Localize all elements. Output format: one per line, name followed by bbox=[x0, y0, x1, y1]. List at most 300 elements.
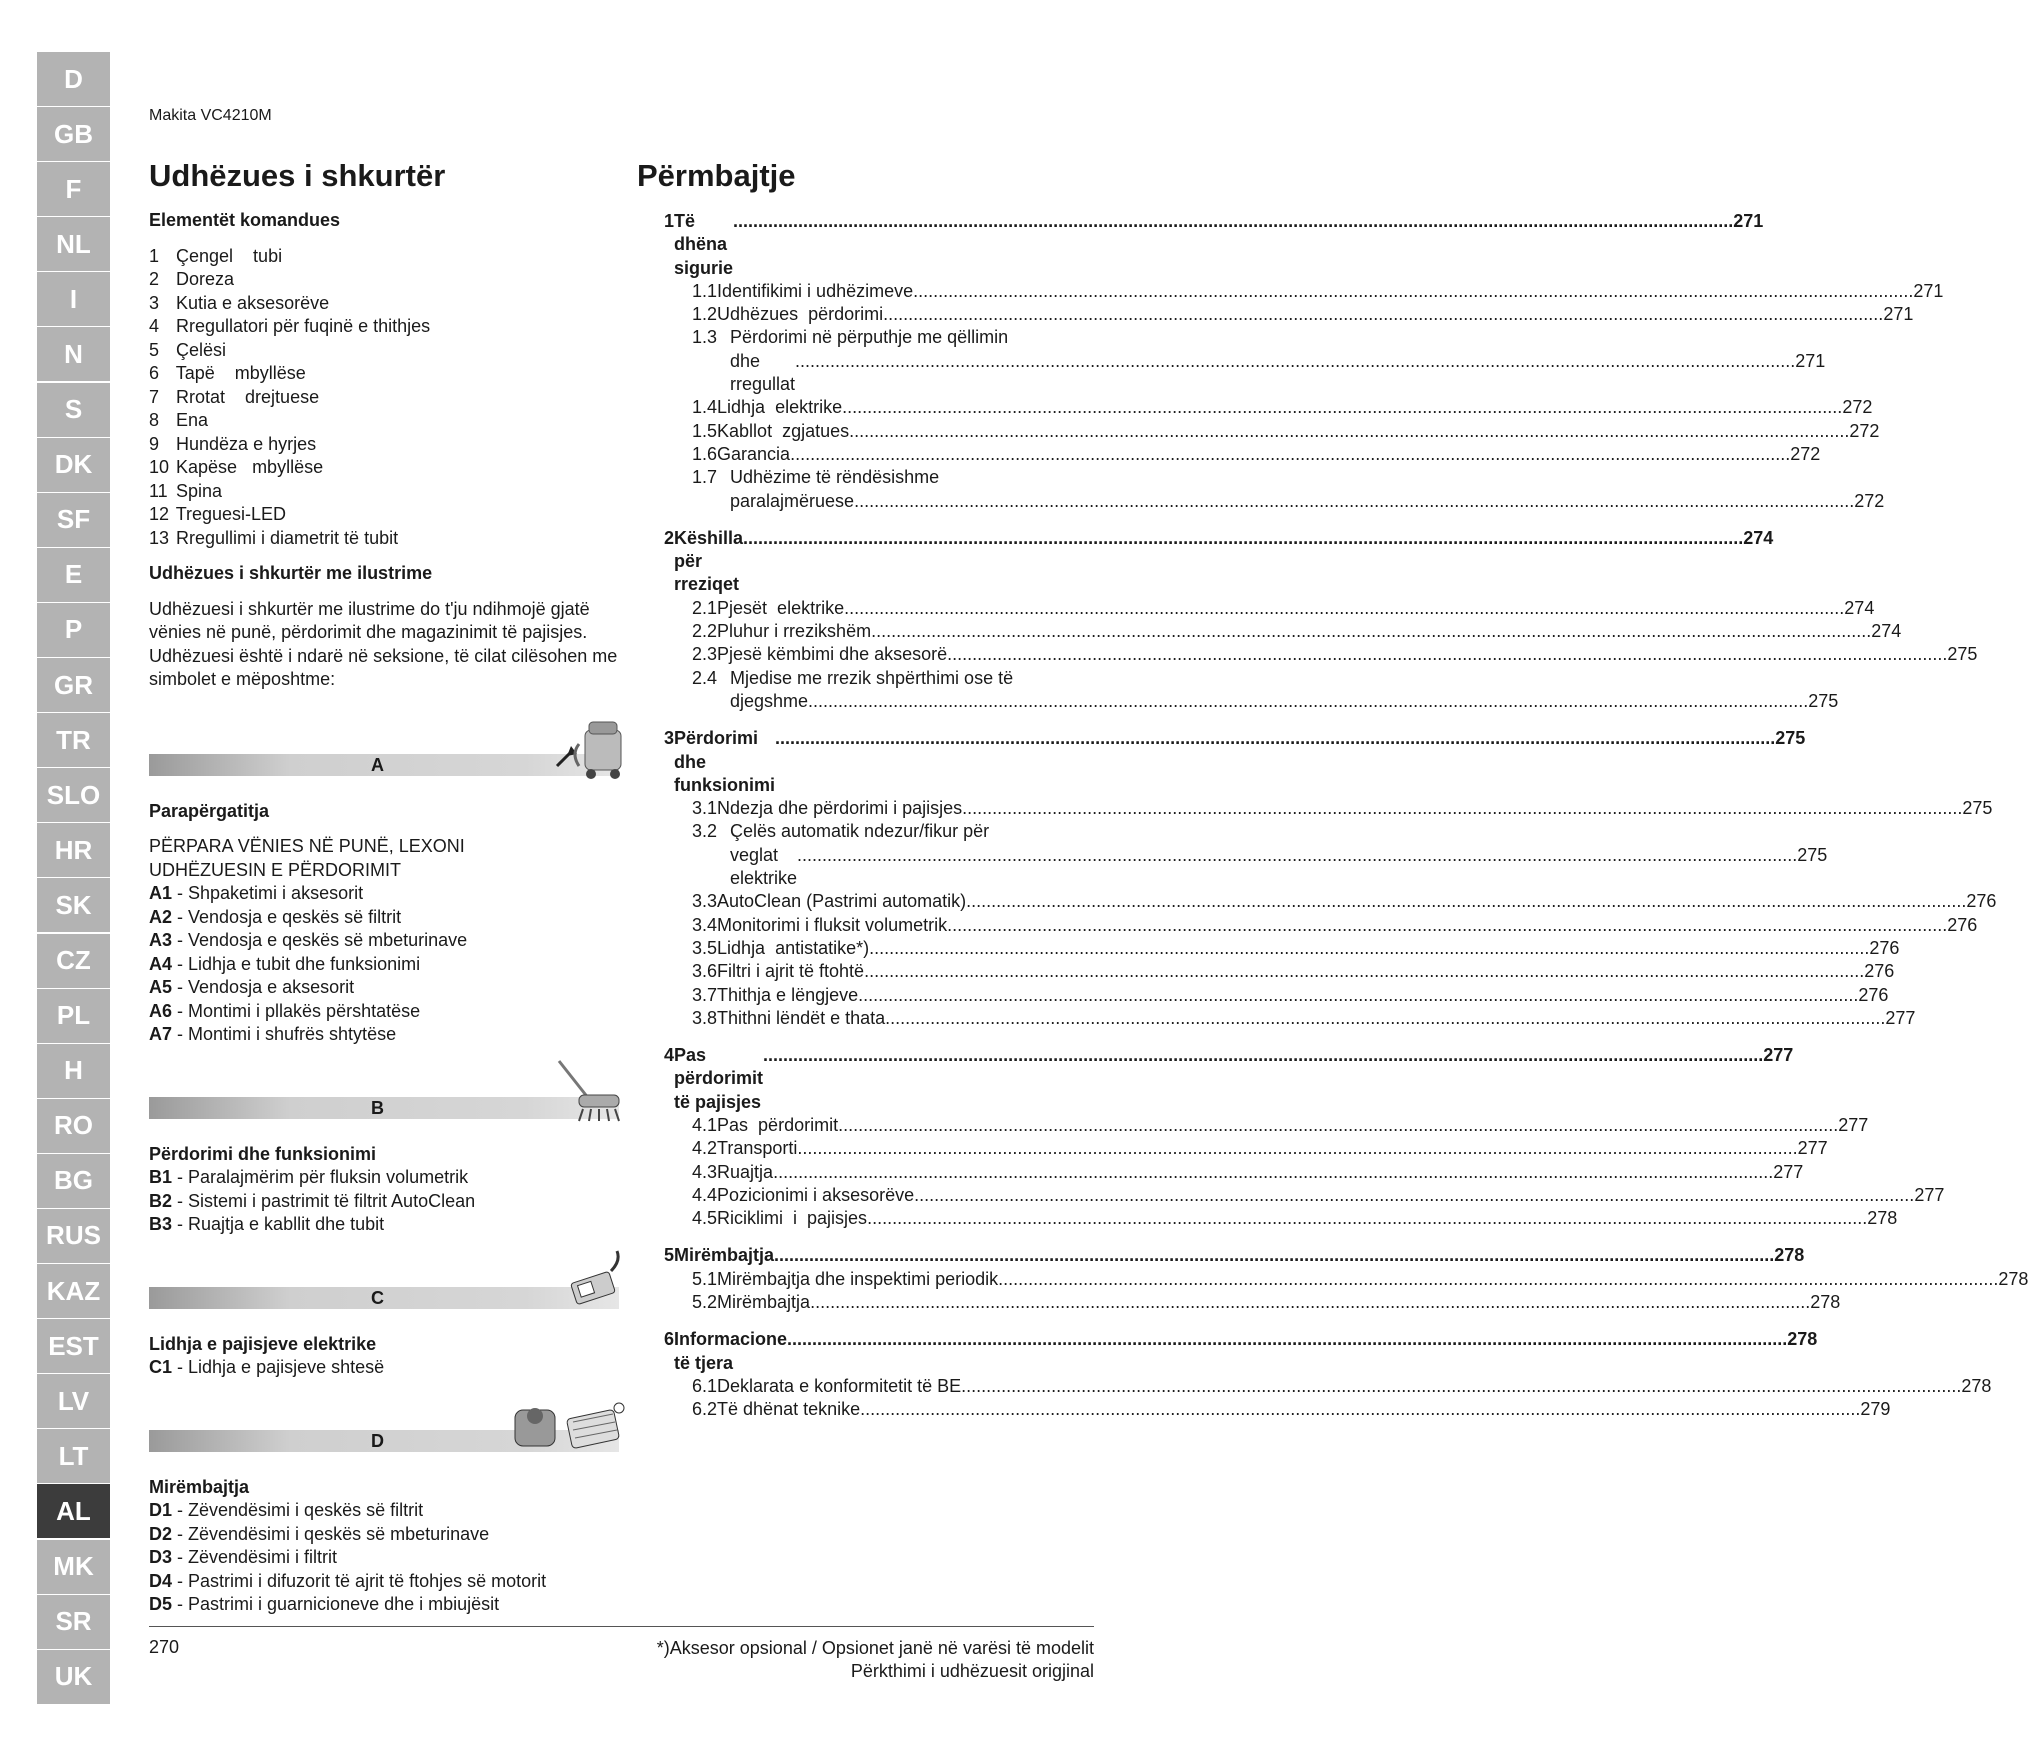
toc-item-first-line bbox=[692, 820, 1124, 843]
element-number: 9 bbox=[149, 433, 160, 454]
toc-item[interactable] bbox=[664, 1291, 1841, 1314]
lang-tab-dk[interactable]: DK bbox=[37, 438, 110, 492]
toc-page: 276 bbox=[1869, 937, 1900, 958]
toc-item-title: Pjesët elektrike bbox=[717, 597, 845, 618]
toc-page: 278 bbox=[1998, 1268, 2028, 1289]
lang-tab-est[interactable]: EST bbox=[37, 1319, 110, 1373]
toc-item-title: Thithni lëndët e thata bbox=[717, 1007, 886, 1028]
toc-page: 275 bbox=[1808, 690, 1839, 711]
toc-item-number: 3.5 bbox=[692, 937, 718, 958]
toc-dots: ........................................................................................................................................................................................................ bbox=[947, 644, 1948, 665]
element-number: 3 bbox=[149, 292, 160, 313]
toc-dots: ........................................................................................................................................................................................................ bbox=[860, 1399, 1861, 1420]
toc-dots: ........................................................................................................................................................................................................ bbox=[913, 280, 1914, 301]
element-item bbox=[149, 480, 619, 504]
toc-item-title: Çelës automatik ndezur/fikur për bbox=[730, 821, 990, 842]
toc-item[interactable] bbox=[664, 1268, 2028, 1291]
toc-item-number: 3.1 bbox=[692, 798, 718, 819]
toc-page: 276 bbox=[1947, 914, 1978, 935]
toc-item-title: Riciklimi i pajisjes bbox=[717, 1208, 868, 1229]
toc-section-number: 1 bbox=[664, 211, 675, 231]
toc-dots: ........................................................................................................................................................................................................ bbox=[775, 728, 1776, 749]
section-note: PËRPARA VËNIES NË PUNË, LEXONI UDHËZUESIN E PËRDORIMIT bbox=[149, 836, 465, 880]
section-step bbox=[149, 1546, 619, 1570]
step-code: A6 bbox=[149, 1000, 173, 1021]
model-name: Makita VC4210M bbox=[149, 107, 272, 124]
lang-tab-ro[interactable]: RO bbox=[37, 1099, 110, 1153]
toc-page: 274 bbox=[1743, 527, 1774, 548]
toc-gap bbox=[664, 1230, 1124, 1244]
section-step bbox=[149, 906, 619, 930]
lang-tab-nl[interactable]: NL bbox=[37, 217, 110, 271]
toc-item-number: 4.1 bbox=[692, 1114, 718, 1135]
step-text: - Vendosja e aksesorit bbox=[172, 977, 355, 997]
toc-page: 271 bbox=[1733, 211, 1764, 231]
lang-tab-gr[interactable]: GR bbox=[37, 658, 110, 712]
toc-title: Përmbajtje bbox=[637, 158, 796, 193]
toc-item[interactable] bbox=[664, 1114, 1869, 1137]
toc-item[interactable] bbox=[664, 443, 1821, 466]
toc-page: 277 bbox=[1838, 1114, 1869, 1135]
section-band-d bbox=[149, 1426, 619, 1452]
lang-tab-gb[interactable]: GB bbox=[37, 107, 110, 161]
lang-tab-d[interactable]: D bbox=[37, 52, 110, 106]
toc-item-number: 4.4 bbox=[692, 1184, 718, 1205]
toc-dots: ........................................................................................................................................................................................................ bbox=[808, 690, 1809, 711]
toc-dots: ........................................................................................................................................................................................................ bbox=[810, 1292, 1811, 1313]
toc-page: 276 bbox=[1864, 961, 1895, 982]
toc-item-number: 4.2 bbox=[692, 1138, 718, 1159]
toc-section-title: Këshilla për rreziqet bbox=[674, 527, 744, 595]
toc-dots: ........................................................................................................................................................................................................ bbox=[795, 350, 1796, 371]
element-number: 5 bbox=[149, 339, 160, 360]
element-number: 1 bbox=[149, 245, 160, 266]
lang-tab-cz[interactable]: CZ bbox=[37, 934, 110, 988]
section-illustration bbox=[509, 1392, 629, 1458]
element-number: 12 bbox=[149, 504, 170, 524]
step-code: B2 bbox=[149, 1190, 173, 1211]
toc-item-title: Pluhur i rrezikshëm bbox=[717, 621, 872, 642]
element-label: Kapëse mbyllëse bbox=[176, 457, 324, 477]
toc-page: 279 bbox=[1860, 1399, 1891, 1420]
lang-tab-pl[interactable]: PL bbox=[37, 989, 110, 1043]
toc-item[interactable] bbox=[664, 420, 1880, 443]
toc-dots: ........................................................................................................................................................................................................ bbox=[864, 961, 1865, 982]
lang-tab-n[interactable]: N bbox=[37, 327, 110, 381]
toc-dots: ........................................................................................................................................................................................................ bbox=[867, 1208, 1868, 1229]
section-band-b bbox=[149, 1093, 619, 1119]
toc-section-title: Pas përdorimit të pajisjes bbox=[674, 1045, 764, 1112]
illus-text: Udhëzuesi i shkurtër me ilustrime do t'ju ndihmojë gjatë vënies në punë, përdorimit dhe magazinimit të pajisjes. Udhëzuesi është i ndarë në seksione, të cilat cilësohen me simbolet e mëposhtme: bbox=[149, 598, 618, 689]
step-text: - Zëvendësimi i filtrit bbox=[172, 1547, 338, 1567]
toc-item-number: 1.2 bbox=[692, 304, 718, 325]
toc-dots: ........................................................................................................................................................................................................ bbox=[733, 211, 1734, 231]
step-text: - Shpaketimi i aksesorit bbox=[172, 883, 364, 903]
toc-item[interactable] bbox=[664, 303, 1914, 326]
toc-item-number: 3.3 bbox=[692, 891, 718, 912]
lang-tab-hr[interactable]: HR bbox=[37, 823, 110, 877]
section-title: Lidhja e pajisjeve elektrike bbox=[149, 1333, 377, 1354]
section-title: Parapërgatitja bbox=[149, 800, 270, 821]
toc-page: 275 bbox=[1775, 728, 1806, 749]
step-text: - Lidhja e pajisjeve shtesë bbox=[172, 1357, 385, 1377]
quick-guide bbox=[149, 210, 619, 1617]
lang-tab-kaz[interactable]: KAZ bbox=[37, 1264, 110, 1318]
section-band-c bbox=[149, 1283, 619, 1309]
step-code: B1 bbox=[149, 1167, 173, 1187]
lang-tab-sk[interactable]: SK bbox=[37, 878, 110, 932]
lang-tab-al[interactable]: AL bbox=[37, 1484, 110, 1538]
toc-item-number: 3.4 bbox=[692, 914, 718, 935]
section-step bbox=[149, 1356, 619, 1380]
section-step bbox=[149, 1166, 619, 1190]
toc-item[interactable] bbox=[664, 597, 1875, 620]
toc-section-number: 2 bbox=[664, 527, 675, 548]
toc-page: 277 bbox=[1885, 1007, 1916, 1028]
lang-tab-e[interactable]: E bbox=[37, 548, 110, 602]
toc-item[interactable] bbox=[664, 890, 1997, 913]
lang-tab-tr[interactable]: TR bbox=[37, 713, 110, 767]
section-step bbox=[149, 976, 619, 1000]
toc-item-title: Ruajtja bbox=[717, 1161, 774, 1182]
element-item bbox=[149, 503, 619, 527]
element-item bbox=[149, 433, 619, 457]
lang-tab-p[interactable]: P bbox=[37, 603, 110, 657]
toc-item-title: Përdorimi në përputhje me qëllimin bbox=[730, 327, 1009, 348]
step-code: A1 bbox=[149, 883, 173, 903]
toc-item-first-line bbox=[692, 466, 1124, 489]
step-text: - Pastrimi i guarnicioneve dhe i mbiujësit bbox=[172, 1594, 500, 1614]
toc-item-number: 5.1 bbox=[692, 1268, 718, 1289]
toc-item-continuation bbox=[664, 350, 1826, 397]
element-item bbox=[149, 409, 619, 433]
element-number: 8 bbox=[149, 410, 160, 430]
section-step bbox=[149, 1023, 619, 1047]
toc-item-title: Filtri i ajrit të ftohtë bbox=[717, 961, 865, 982]
toc-item-title-2: dhe rregullat bbox=[730, 350, 796, 395]
toc-page: 278 bbox=[1961, 1375, 1992, 1396]
element-number: 2 bbox=[149, 269, 160, 289]
toc-item[interactable] bbox=[664, 1161, 1804, 1184]
language-sidebar bbox=[37, 52, 110, 1705]
element-label: Spina bbox=[176, 480, 223, 501]
section-label: A bbox=[371, 754, 384, 775]
element-label: Çelësi bbox=[176, 339, 227, 360]
toc-item-title-2: djegshme bbox=[730, 690, 809, 711]
element-item bbox=[149, 339, 619, 363]
section-step bbox=[149, 1499, 619, 1523]
toc-page: 278 bbox=[1810, 1292, 1841, 1313]
toc-item-number: 3.6 bbox=[692, 961, 718, 982]
step-code: B3 bbox=[149, 1214, 173, 1234]
toc-dots: ........................................................................................................................................................................................................ bbox=[790, 443, 1791, 464]
toc-page: 276 bbox=[1858, 984, 1889, 1005]
step-text: - Ruajtja e kabllit dhe tubit bbox=[172, 1214, 385, 1234]
toc-section-title: Të dhëna sigurie bbox=[674, 211, 734, 278]
step-code: A7 bbox=[149, 1024, 173, 1044]
toc-page: 276 bbox=[1966, 891, 1997, 912]
footer-note-2: Përkthimi i udhëzuesit origjinal bbox=[850, 1661, 1094, 1681]
toc-item-number: 1.6 bbox=[692, 443, 718, 464]
element-label: Doreza bbox=[176, 269, 235, 289]
toc-dots: ........................................................................................................................................................................................................ bbox=[858, 984, 1859, 1005]
step-text: - Vendosja e qeskës së filtrit bbox=[172, 906, 402, 927]
toc-item[interactable] bbox=[664, 1398, 1891, 1421]
toc-item-title: Deklarata e konformitetit të BE bbox=[717, 1375, 962, 1396]
element-label: Rregullimi i diametrit të tubit bbox=[176, 527, 399, 548]
toc-dots: ........................................................................................................................................................................................................ bbox=[849, 420, 1850, 441]
element-number: 11 bbox=[149, 480, 168, 501]
element-label: Rrotat drejtuese bbox=[176, 386, 320, 407]
toc-item-number: 6.1 bbox=[692, 1375, 718, 1396]
section-illustration bbox=[549, 716, 629, 782]
lang-tab-sf[interactable]: SF bbox=[37, 493, 110, 547]
element-number: 7 bbox=[149, 386, 160, 407]
lang-tab-lv[interactable]: LV bbox=[37, 1374, 110, 1428]
section-step bbox=[149, 1213, 619, 1237]
step-text: - Pastrimi i difuzorit të ajrit të ftohjes së motorit bbox=[172, 1570, 547, 1591]
toc-item[interactable] bbox=[664, 280, 1944, 303]
footer-note-1: *)Aksesor opsional / Opsionet janë në varësi të modelit bbox=[656, 1638, 1094, 1658]
element-label: Hundëza e hyrjes bbox=[176, 433, 317, 454]
step-text: - Zëvendësimi i qeskës së mbeturinave bbox=[172, 1523, 490, 1544]
lang-tab-slo[interactable]: SLO bbox=[37, 768, 110, 822]
toc-item-number: 4.3 bbox=[692, 1161, 718, 1182]
toc-gap bbox=[664, 713, 1124, 727]
element-item bbox=[149, 527, 619, 551]
toc-item-title: Mirëmbajtja dhe inspektimi periodik bbox=[717, 1268, 999, 1289]
toc-item[interactable] bbox=[664, 1007, 1916, 1030]
footer-rule bbox=[149, 1626, 1094, 1627]
toc-page: 277 bbox=[1797, 1138, 1828, 1159]
toc-item[interactable] bbox=[664, 620, 1902, 643]
toc-item-title: Garancia bbox=[717, 443, 791, 464]
element-label: Çengel tubi bbox=[176, 245, 283, 266]
toc-item-title: Mjedise me rrezik shpërthimi ose të bbox=[730, 667, 1014, 688]
element-label: Treguesi-LED bbox=[175, 504, 287, 524]
toc-dots: ........................................................................................................................................................................................................ bbox=[797, 844, 1798, 865]
toc-item-title: AutoClean (Pastrimi automatik) bbox=[717, 891, 967, 912]
toc-page: 272 bbox=[1842, 397, 1873, 418]
step-code: D2 bbox=[149, 1523, 173, 1544]
step-code: D3 bbox=[149, 1547, 173, 1567]
toc-gap bbox=[664, 1314, 1124, 1328]
toc-dots: ........................................................................................................................................................................................................ bbox=[962, 798, 1963, 819]
section-step bbox=[149, 1523, 619, 1547]
toc-item[interactable] bbox=[664, 937, 1900, 960]
toc-section[interactable] bbox=[664, 210, 1764, 280]
toc-page: 274 bbox=[1871, 621, 1902, 642]
lang-tab-bg[interactable]: BG bbox=[37, 1154, 110, 1208]
toc-dots: ........................................................................................................................................................................................................ bbox=[869, 937, 1870, 958]
footer-note bbox=[657, 1637, 1094, 1683]
section-step bbox=[149, 1593, 619, 1617]
elements-heading: Elementët komandues bbox=[149, 210, 341, 230]
toc-item-title: Lidhja antistatike*) bbox=[717, 937, 870, 958]
toc-item-continuation bbox=[664, 690, 1839, 713]
toc-page: 278 bbox=[1787, 1329, 1818, 1350]
toc-item[interactable] bbox=[664, 1375, 1992, 1398]
toc-item-title-2: veglat elektrike bbox=[730, 844, 798, 889]
toc-item[interactable] bbox=[664, 1184, 1945, 1207]
toc-dots: ........................................................................................................................................................................................................ bbox=[854, 490, 1855, 511]
toc-item-continuation bbox=[664, 490, 1885, 513]
toc-item-title: Ndezja dhe përdorimi i pajisjes bbox=[717, 798, 963, 819]
toc-item[interactable] bbox=[664, 1137, 1828, 1160]
toc-dots: ........................................................................................................................................................................................................ bbox=[966, 891, 1967, 912]
toc-item[interactable] bbox=[664, 466, 1124, 489]
toc-item-number: 1.1 bbox=[692, 280, 718, 301]
toc-item-title: Udhëzues përdorimi bbox=[717, 304, 884, 325]
section-step bbox=[149, 1570, 619, 1594]
toc-page: 272 bbox=[1790, 443, 1821, 464]
toc-section[interactable] bbox=[664, 527, 1774, 597]
toc-section[interactable] bbox=[664, 727, 1806, 797]
toc-section-number: 4 bbox=[664, 1045, 675, 1066]
toc-item-number: 4.5 bbox=[692, 1208, 718, 1229]
section-step bbox=[149, 1190, 619, 1214]
toc-section-number: 5 bbox=[664, 1245, 675, 1266]
lang-tab-uk[interactable]: UK bbox=[37, 1650, 110, 1704]
section-band-a bbox=[149, 750, 619, 776]
toc-gap bbox=[664, 1030, 1124, 1044]
lang-tab-i[interactable]: I bbox=[37, 272, 110, 326]
section-label: B bbox=[371, 1097, 384, 1118]
step-code: D1 bbox=[149, 1500, 173, 1520]
step-text: - Lidhja e tubit dhe funksionimi bbox=[172, 953, 421, 974]
toc-item-title: Transporti bbox=[717, 1138, 798, 1159]
toc-item-title: Udhëzime të rëndësishme bbox=[730, 467, 940, 488]
section-step bbox=[149, 1000, 619, 1024]
toc-page: 271 bbox=[1913, 280, 1944, 301]
toc-item-number: 5.2 bbox=[692, 1292, 718, 1313]
step-text: - Montimi i shufrës shtytëse bbox=[172, 1024, 397, 1044]
toc-section[interactable] bbox=[664, 1044, 1794, 1114]
toc-item-continuation bbox=[664, 844, 1828, 891]
toc-dots: ........................................................................................................................................................................................................ bbox=[914, 1184, 1915, 1205]
toc-item[interactable] bbox=[664, 820, 1124, 843]
toc-section[interactable] bbox=[664, 1328, 1818, 1375]
element-label: Kutia e aksesorëve bbox=[176, 292, 330, 313]
step-text: - Vendosja e qeskës së mbeturinave bbox=[172, 930, 468, 950]
toc-section[interactable] bbox=[664, 1244, 1805, 1267]
toc-item[interactable] bbox=[664, 667, 1124, 690]
step-code: A5 bbox=[149, 977, 173, 997]
element-number: 6 bbox=[149, 363, 160, 383]
toc-item-number: 1.4 bbox=[692, 397, 718, 418]
lang-tab-f[interactable]: F bbox=[37, 162, 110, 216]
step-code: C1 bbox=[149, 1357, 173, 1377]
section-label: C bbox=[371, 1287, 384, 1308]
toc-item-first-line bbox=[692, 667, 1124, 690]
toc-item-number: 2.3 bbox=[692, 644, 718, 665]
toc-item-title: Thithja e lëngjeve bbox=[717, 984, 859, 1005]
toc-item-number: 2.2 bbox=[692, 621, 718, 642]
toc-dots: ........................................................................................................................................................................................................ bbox=[773, 1161, 1774, 1182]
toc-section-title: Përdorimi dhe funksionimi bbox=[674, 728, 776, 795]
step-text: - Zëvendësimi i qeskës së filtrit bbox=[172, 1500, 424, 1520]
toc-page: 275 bbox=[1797, 844, 1828, 865]
element-label: Tapë mbyllëse bbox=[175, 363, 306, 383]
toc-page: 274 bbox=[1844, 597, 1875, 618]
toc-item[interactable] bbox=[664, 914, 1978, 937]
section-step bbox=[149, 882, 619, 906]
toc-item-first-line bbox=[692, 326, 1124, 349]
lang-tab-lt[interactable]: LT bbox=[37, 1429, 110, 1483]
toc-dots: ........................................................................................................................................................................................................ bbox=[947, 914, 1948, 935]
lang-tab-mk[interactable]: MK bbox=[37, 1540, 110, 1594]
element-number: 10 bbox=[149, 457, 170, 477]
toc-dots: ........................................................................................................................................................................................................ bbox=[998, 1268, 1999, 1289]
element-number: 13 bbox=[149, 527, 170, 548]
table-of-contents bbox=[664, 210, 2028, 1422]
toc-section-number: 3 bbox=[664, 728, 675, 749]
toc-page: 271 bbox=[1883, 304, 1914, 325]
toc-item[interactable] bbox=[664, 643, 1978, 666]
section-illustration bbox=[549, 1059, 629, 1125]
toc-page: 277 bbox=[1773, 1161, 1804, 1182]
toc-item[interactable] bbox=[664, 797, 1993, 820]
toc-item[interactable] bbox=[664, 960, 1895, 983]
section-illustration bbox=[549, 1249, 629, 1315]
element-item bbox=[149, 268, 619, 292]
toc-dots: ........................................................................................................................................................................................................ bbox=[743, 527, 1744, 548]
lang-tab-rus[interactable]: RUS bbox=[37, 1209, 110, 1263]
step-text: - Montimi i pllakës përshtatëse bbox=[172, 1000, 421, 1021]
toc-item-title: Mirëmbajtja bbox=[717, 1292, 811, 1313]
element-item bbox=[149, 315, 619, 339]
toc-item-title: Kabllot zgjatues bbox=[717, 420, 850, 441]
toc-dots: ........................................................................................................................................................................................................ bbox=[797, 1138, 1798, 1159]
toc-page: 278 bbox=[1867, 1208, 1898, 1229]
toc-item-title: Të dhënat teknike bbox=[717, 1399, 861, 1420]
element-label: Rregullatori për fuqinë e thithjes bbox=[176, 316, 431, 336]
elements-list bbox=[149, 245, 619, 551]
toc-item-title: Pas përdorimit bbox=[717, 1114, 839, 1135]
toc-dots: ........................................................................................................................................................................................................ bbox=[842, 397, 1843, 418]
toc-dots: ........................................................................................................................................................................................................ bbox=[961, 1375, 1962, 1396]
lang-tab-s[interactable]: S bbox=[37, 383, 110, 437]
toc-item[interactable] bbox=[664, 396, 1873, 419]
element-item bbox=[149, 362, 619, 386]
toc-item[interactable] bbox=[664, 984, 1889, 1007]
sections bbox=[149, 750, 619, 1617]
toc-page: 272 bbox=[1854, 490, 1885, 511]
toc-section-number: 6 bbox=[664, 1329, 675, 1350]
toc-dots: ........................................................................................................................................................................................................ bbox=[844, 597, 1845, 618]
toc-item[interactable] bbox=[664, 326, 1124, 349]
toc-item[interactable] bbox=[664, 1207, 1898, 1230]
toc-item-number: 2.4 bbox=[692, 667, 718, 688]
element-label: Ena bbox=[176, 410, 209, 430]
toc-item-number: 3.7 bbox=[692, 984, 718, 1005]
lang-tab-h[interactable]: H bbox=[37, 1044, 110, 1098]
toc-dots: ........................................................................................................................................................................................................ bbox=[883, 304, 1884, 325]
section-step bbox=[149, 953, 619, 977]
lang-tab-sr[interactable]: SR bbox=[37, 1595, 110, 1649]
element-item bbox=[149, 456, 619, 480]
step-code: A3 bbox=[149, 930, 173, 950]
toc-section-title: Informacione të tjera bbox=[674, 1329, 788, 1373]
toc-item-number: 6.2 bbox=[692, 1399, 718, 1420]
toc-item-number: 3.2 bbox=[692, 821, 718, 842]
toc-page: 271 bbox=[1795, 350, 1826, 371]
toc-page: 277 bbox=[1763, 1045, 1794, 1066]
toc-dots: ........................................................................................................................................................................................................ bbox=[774, 1245, 1775, 1266]
toc-dots: ........................................................................................................................................................................................................ bbox=[871, 621, 1872, 642]
toc-page: 277 bbox=[1914, 1184, 1945, 1205]
step-text: - Paralajmërim për fluksin volumetrik bbox=[172, 1167, 469, 1187]
